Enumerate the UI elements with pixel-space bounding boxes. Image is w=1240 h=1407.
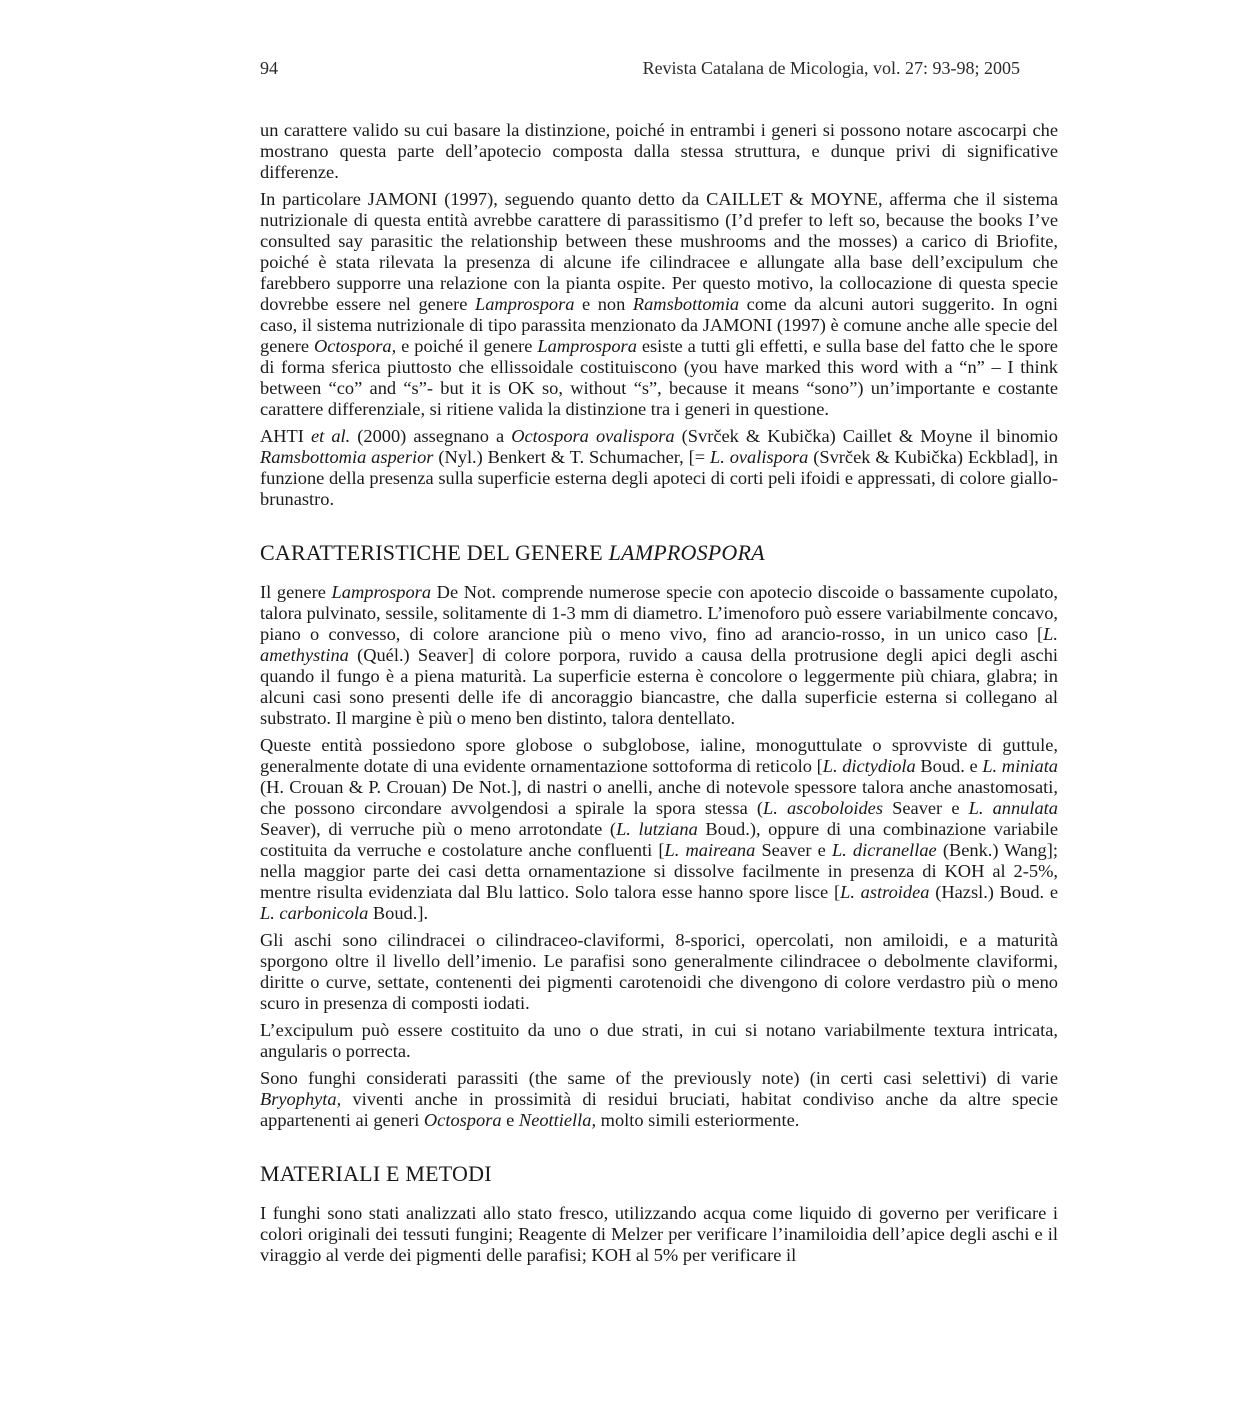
journal-citation: Revista Catalana de Micologia, vol. 27: 93-98; 2005 (642, 58, 1020, 78)
text-run: (2000) assegnano a (350, 426, 512, 446)
species-name: L. dictydiola (822, 756, 916, 776)
species-name: Lamprospora (475, 294, 575, 314)
species-name: L. annulata (968, 798, 1058, 818)
text-run: (Svrček & Kubička) Eckblad], in funzione della presenza sulla superficie esterna degli apoteci di corti peli ifoidi e appressati, di colore giallo-brunastro. (260, 447, 1058, 509)
article-body (260, 120, 1058, 1272)
species-name: L. ascoboloides (763, 798, 884, 818)
species-name: Octospora ovalispora (511, 426, 675, 446)
running-header (260, 58, 1020, 84)
text-run: De Not. comprende numerose specie con apotecio discoide o bassamente cupolato, talora pulvinato, sessile, solitamente di 1-3 mm di diametro. L’imenoforo può essere variabilmente concavo, piano o convesso, di colore arancione più o meno vivo, fino ad arancio-rosso, in un unico caso [ (260, 582, 1058, 644)
text-run: Seaver), di verruche più o meno arrotondate ( (260, 819, 617, 839)
species-name: Lamprospora (331, 582, 432, 602)
genus-name: Octospora (423, 1110, 502, 1130)
text-run: Sono funghi considerati parassiti (the same of the previously note) (in certi casi selettivi) di varie (260, 1068, 1058, 1088)
text-run: come da alcuni autori suggerito. In ogni caso, il sistema nutrizionale di tipo parassita menzionato da JAMONI (1997) è comune anche alle specie del genere (260, 294, 1058, 356)
genus-name: Neottiella, (518, 1110, 597, 1130)
text-run: e poiché il genere (396, 336, 538, 356)
text-run: (Nyl.) Benkert & T. Schumacher, [= (433, 447, 710, 467)
species-name: Lamprospora (537, 336, 637, 356)
section-heading-materiali: MATERIALI E METODI (260, 1161, 492, 1186)
species-name: L. amethystina (260, 624, 1058, 665)
species-name: L. dicranellae (831, 840, 937, 860)
paragraph-2 (260, 189, 1058, 420)
text-run: e (501, 1110, 519, 1130)
species-name: Ramsbottomia asperior (260, 447, 434, 467)
text-run: (Benk.) Wang]; nella maggior parte dei casi detta ornamentazione si dissolve facilmente in presenza di KOH al 2-5%, mentre risulta evidenziata dal Blu lattico. Solo talora esse hanno spore lisce [ (260, 840, 1058, 902)
species-name: L. miniata (982, 756, 1059, 776)
text-run: Boud.]. (368, 903, 429, 923)
text-run: Boud.), oppure di una combinazione variabile costituita da verruche e costolature anche confluenti [ (260, 819, 1058, 860)
page-number: 94 (260, 58, 278, 78)
paragraph-3 (260, 426, 1058, 510)
paragraph-6: Gli aschi sono cilindracei o cilindraceo-claviformi, 8-sporici, opercolati, non amiloidi, e a maturità sporgono oltre il livello dell’imenio. Le parafisi sono generalmente cilindracee o debolmente claviformi, diritte o curve, settate, contenenti dei pigmenti carotenoidi che divengono di colore verdastro più o meno scuro in presenza di composti iodati. (260, 930, 1058, 1013)
taxon-name: Bryophyta, (260, 1089, 342, 1109)
italic-term: et al. (310, 426, 351, 446)
paragraph-9: I funghi sono stati analizzati allo stato fresco, utilizzando acqua come liquido di governo per verificare i colori originali dei tessuti fungini; Reagente di Melzer per verificare l’inamiloidia dell’apice degli aschi e il viraggio al verde dei pigmenti delle parafisi; KOH al 5% per verificare il (260, 1203, 1058, 1265)
paragraph-1: un carattere valido su cui basare la distinzione, poiché in entrambi i generi si possono notare ascocarpi che mostrano questa parte dell’apotecio composta dalla stessa struttura, e dunque privi di significative differenze. (260, 120, 1058, 182)
heading-genus: LAMPROSPORA (608, 540, 765, 565)
text-run: Queste entità possiedono spore globose o subglobose, ialine, monoguttulate o sprovviste di guttule, generalmente dotate di una evidente ornamentazione sottoforma di reticolo [ (260, 735, 1058, 776)
text-run: Il genere (260, 582, 332, 602)
text-run: Boud. e (915, 756, 983, 776)
text-run: (H. Crouan & P. Crouan) De Not.], di nastri o anelli, anche di notevole spessore talora anche anastomosati, che possono circondare avvolgendosi a spirale la spora stessa ( (260, 777, 1058, 818)
species-name: L. astroidea (840, 882, 930, 902)
text-run: Seaver e (883, 798, 969, 818)
text-run: AHTI (260, 426, 311, 446)
paragraph-7: L’excipulum può essere costituito da uno o due strati, in cui si notano variabilmente textura intricata, angularis o porrecta. (260, 1020, 1058, 1061)
species-name: L. lutziana (616, 819, 698, 839)
section-heading-caratteristiche (260, 540, 1058, 566)
paragraph-8 (260, 1068, 1058, 1131)
text-run: esiste a tutti gli effetti, e sulla base del fatto che le spore di forma sferica piuttosto che ellissoidale costituiscono (you have marked this word with a “n” – I think between “co” and “s”- but it is OK so, without “s”, because it means “sono”) un’importante e costante carattere differenziale, si ritiene valida la distinzione tra i generi in questione. (260, 336, 1058, 419)
paragraph-5 (260, 735, 1058, 924)
text-run: molto simili esteriormente. (596, 1110, 800, 1130)
species-name: Ramsbottomia (632, 294, 740, 314)
text-run: (Hazsl.) Boud. e (929, 882, 1059, 902)
text-run: Seaver e (755, 840, 832, 860)
text-run: viventi anche in prossimità di residui bruciati, habitat condiviso anche da altre specie appartenenti ai generi (260, 1089, 1058, 1130)
species-name: L. carbonicola (260, 903, 369, 923)
paragraph-4 (260, 582, 1058, 729)
species-name: Octospora, (313, 336, 397, 356)
heading-text: CARATTERISTICHE DEL GENERE (260, 540, 609, 565)
text-run: (Svrček & Kubička) Caillet & Moyne il binomio (674, 426, 1058, 446)
text-run: In particolare JAMONI (1997), seguendo quanto detto da CAILLET & MOYNE, afferma che il sistema nutrizionale di questa entità avrebbe carattere di parassitismo (I’d prefer to left so, because the books I’ve consulted say parasitic the relationship between these mushrooms and the mosses) a carico di Briofite, poiché è stata rilevata la presenza di alcune ife cilindracee e allungate alla base dell’excipulum che farebbero supporre una relazione con la pianta ospite. Per questo motivo, la collocazione di questa specie dovrebbe essere nel genere (260, 189, 1058, 314)
text-run: (Quél.) Seaver] di colore porpora, ruvido a causa della protrusione degli apici degli aschi quando il fungo è a piena maturità. La superficie esterna è concolore o leggermente più chiara, glabra; in alcuni casi sono presenti delle ife di ancoraggio biancastre, che dalla superficie esterna si collegano al substrato. Il margine è più o meno ben distinto, talora dentellato. (260, 645, 1058, 728)
text-run: e non (574, 294, 633, 314)
species-name: L. maireana (664, 840, 756, 860)
species-name: L. ovalispora (709, 447, 809, 467)
